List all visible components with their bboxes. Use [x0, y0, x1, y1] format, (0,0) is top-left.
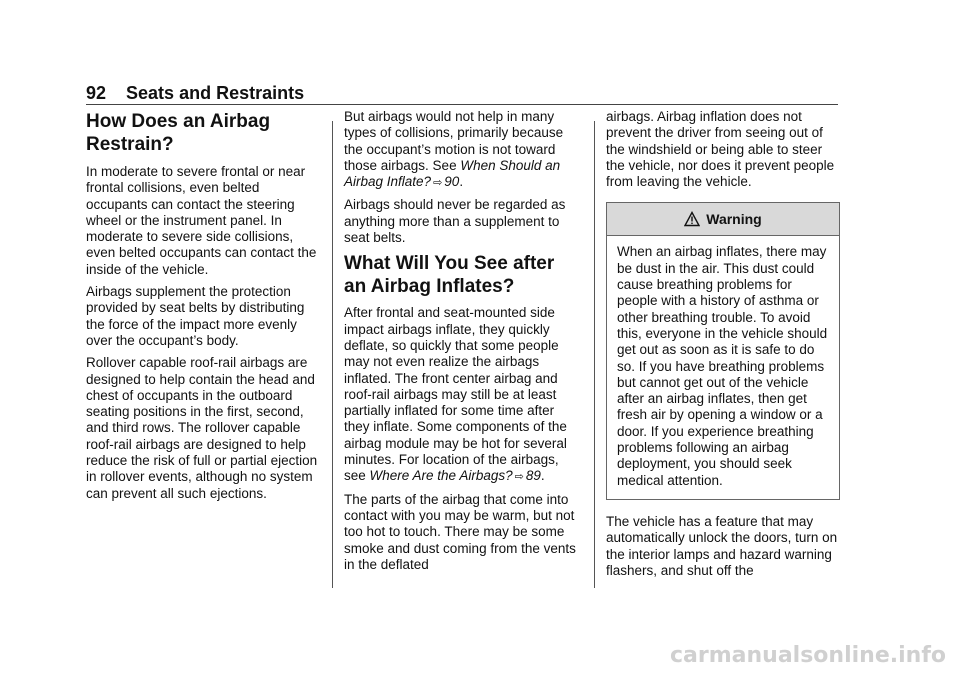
page-header — [86, 82, 304, 104]
column-1 — [86, 108, 322, 508]
paragraph — [344, 109, 580, 191]
warning-text: When an airbag inflates, there may be dust in the air. This dust could cause breathing problems for people with a history of asthma or other breathing trouble. To avoid this, everyone in the vehicle should get out as soon as it is safe to do so. If you have breathing problems but cannot get out of the vehicle after an airbag inflates, then get fresh air by opening a window or a door. If you experience breathing problems following an airbag deployment, you should seek medical attention. — [617, 244, 828, 488]
paragraph: In moderate to severe frontal or near frontal collisions, even belted occupants can contact the steering wheel or the instrument panel. In moderate to severe side collisions, even belted occupants can contact the inside of the vehicle. — [86, 164, 317, 277]
cross-reference-link[interactable]: When Should an Airbag Inflate? — [344, 157, 561, 190]
warning-header — [607, 203, 839, 236]
punctuation: . — [459, 174, 464, 190]
paragraph-text: But airbags would not help in many types of collisions, primarily because the occupant’s motion is not toward those airbags. See — [344, 109, 564, 173]
paragraph: The parts of the airbag that come into contact with you may be warm, but not too hot to touch. There may be some smoke and dust coming from the vents in the deflated — [344, 491, 576, 572]
warning-label: Warning — [706, 211, 762, 228]
warning-triangle-icon — [684, 211, 700, 227]
paragraph-text: After frontal and seat-mounted side impact airbags inflate, they quickly deflate, so quickly that some people may not even realize the airbags inflated. The front center airbag and roof-rail airbags may still be at least partially inflated for some time after they inflate. Some components of the airbag module may be hot for several minutes. For location of the airbags, see — [344, 305, 567, 484]
column-3 — [606, 109, 840, 585]
paragraph: Airbags supplement the protection provided by seat belts by distributing the force of the impact more evenly over the occupant’s body. — [86, 284, 305, 348]
header-divider — [86, 104, 838, 105]
warning-box — [606, 202, 840, 499]
column-2 — [344, 109, 580, 579]
page-reference-arrow-icon: ⇨ — [514, 471, 524, 484]
warning-body — [607, 236, 839, 498]
paragraph: Rollover capable roof-rail airbags are designed to help contain the head and chest of occupants in the outboard seating positions in the first, second, and third rows. The rollover capable roof-rail airbags are designed to help reduce the risk of full or partial ejection in rollover events, although no system can prevent all such ejections. — [86, 355, 318, 501]
paragraph: Airbags should never be regarded as anything more than a supplement to seat belts. — [344, 197, 566, 246]
page-reference[interactable]: 89 — [525, 468, 541, 484]
section-title: Seats and Restraints — [126, 83, 305, 103]
cross-reference-link[interactable]: Where Are the Airbags? — [369, 468, 513, 484]
paragraph — [344, 305, 580, 485]
column-divider-1 — [332, 121, 333, 588]
section-heading-restrain: How Does an Airbag Restrain? — [86, 111, 271, 155]
watermark: carmanualsonline.info — [670, 643, 946, 668]
punctuation: . — [540, 468, 545, 484]
page-reference-arrow-icon: ⇨ — [433, 177, 443, 190]
page-reference[interactable]: 90 — [444, 174, 460, 190]
page-number: 92 — [86, 83, 107, 103]
column-divider-2 — [594, 121, 595, 588]
paragraph: airbags. Airbag inflation does not prevent the driver from seeing out of the windshield or being able to steer the vehicle, nor does it prevent people from leaving the vehicle. — [606, 109, 835, 190]
paragraph: The vehicle has a feature that may automatically unlock the doors, turn on the interior lamps and hazard warning flashers, and shut off the — [606, 513, 838, 578]
section-heading-inflates: What Will You See after an Airbag Inflates? — [344, 253, 555, 298]
